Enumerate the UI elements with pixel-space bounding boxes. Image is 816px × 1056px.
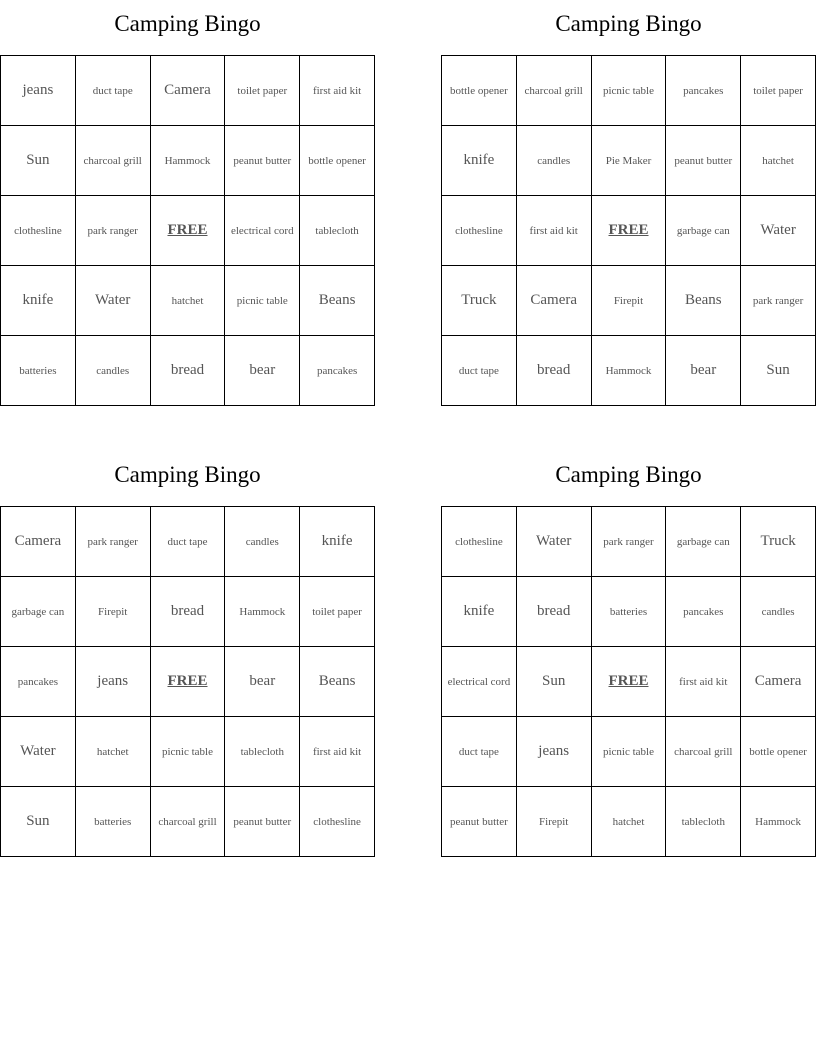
bingo-cell: candles bbox=[75, 336, 150, 406]
bingo-cell: hatchet bbox=[741, 126, 816, 196]
bingo-card-3 bbox=[0, 462, 375, 857]
bingo-cell: bread bbox=[150, 336, 225, 406]
bingo-cell: picnic table bbox=[225, 266, 300, 336]
bingo-card-4 bbox=[441, 462, 816, 857]
bingo-cell: picnic table bbox=[591, 56, 666, 126]
bingo-cell: peanut butter bbox=[666, 126, 741, 196]
bingo-cell: bottle opener bbox=[300, 126, 375, 196]
bingo-cell: duct tape bbox=[150, 507, 225, 577]
bingo-row bbox=[442, 717, 816, 787]
bingo-cell: Beans bbox=[300, 266, 375, 336]
bingo-cell: duct tape bbox=[442, 336, 517, 406]
bingo-cell: Hammock bbox=[150, 126, 225, 196]
bingo-cell: Hammock bbox=[741, 787, 816, 857]
bingo-cell: park ranger bbox=[75, 507, 150, 577]
bingo-cell: Beans bbox=[666, 266, 741, 336]
bingo-cell: tablecloth bbox=[666, 787, 741, 857]
bingo-cell: park ranger bbox=[75, 196, 150, 266]
bingo-cell: Sun bbox=[741, 336, 816, 406]
bingo-cell: toilet paper bbox=[741, 56, 816, 126]
bingo-cell: Firepit bbox=[516, 787, 591, 857]
bingo-row bbox=[442, 507, 816, 577]
bingo-cell: knife bbox=[442, 577, 517, 647]
bingo-cell: bottle opener bbox=[442, 56, 517, 126]
bingo-cell: pancakes bbox=[666, 577, 741, 647]
bingo-cell: charcoal grill bbox=[75, 126, 150, 196]
bingo-cell: duct tape bbox=[75, 56, 150, 126]
bingo-cell: hatchet bbox=[75, 717, 150, 787]
bingo-card-2 bbox=[441, 11, 816, 406]
bingo-cell: picnic table bbox=[150, 717, 225, 787]
bingo-cell: Sun bbox=[1, 126, 76, 196]
bingo-grid bbox=[441, 55, 816, 406]
bingo-cell: bear bbox=[225, 647, 300, 717]
bingo-cell: Truck bbox=[442, 266, 517, 336]
bingo-cell: bread bbox=[516, 336, 591, 406]
bingo-row bbox=[1, 266, 375, 336]
bingo-cell: Truck bbox=[741, 507, 816, 577]
bingo-cell: Camera bbox=[1, 507, 76, 577]
bingo-cell: peanut butter bbox=[225, 787, 300, 857]
bingo-cell: Camera bbox=[741, 647, 816, 717]
bingo-cell: bear bbox=[225, 336, 300, 406]
bingo-cell: Water bbox=[1, 717, 76, 787]
bingo-cell: pancakes bbox=[666, 56, 741, 126]
bingo-cell: electrical cord bbox=[225, 196, 300, 266]
bingo-cell: pancakes bbox=[1, 647, 76, 717]
bingo-cell: first aid kit bbox=[300, 717, 375, 787]
bingo-cell: hatchet bbox=[591, 787, 666, 857]
bingo-cell: garbage can bbox=[666, 196, 741, 266]
bingo-cell: charcoal grill bbox=[516, 56, 591, 126]
free-space: FREE bbox=[591, 647, 666, 717]
bingo-row bbox=[1, 126, 375, 196]
bingo-cell: Camera bbox=[516, 266, 591, 336]
bingo-cell: clothesline bbox=[442, 196, 517, 266]
bingo-row bbox=[1, 56, 375, 126]
bingo-cell: toilet paper bbox=[225, 56, 300, 126]
bingo-cell: clothesline bbox=[300, 787, 375, 857]
bingo-row bbox=[1, 787, 375, 857]
bingo-cell: Firepit bbox=[591, 266, 666, 336]
bingo-cell: electrical cord bbox=[442, 647, 517, 717]
bingo-cell: peanut butter bbox=[442, 787, 517, 857]
bingo-row bbox=[1, 577, 375, 647]
bingo-cell: first aid kit bbox=[666, 647, 741, 717]
bingo-cell: park ranger bbox=[741, 266, 816, 336]
bingo-cell: charcoal grill bbox=[666, 717, 741, 787]
bingo-cell: Beans bbox=[300, 647, 375, 717]
bingo-row bbox=[1, 647, 375, 717]
bingo-cell: knife bbox=[1, 266, 76, 336]
bingo-cell: charcoal grill bbox=[150, 787, 225, 857]
bingo-cell: bear bbox=[666, 336, 741, 406]
free-space: FREE bbox=[591, 196, 666, 266]
bingo-cell: pancakes bbox=[300, 336, 375, 406]
bingo-cell: batteries bbox=[75, 787, 150, 857]
bingo-cell: jeans bbox=[1, 56, 76, 126]
bingo-row bbox=[442, 336, 816, 406]
bingo-cell: first aid kit bbox=[300, 56, 375, 126]
bingo-cell: Firepit bbox=[75, 577, 150, 647]
bingo-cell: first aid kit bbox=[516, 196, 591, 266]
bingo-cell: Hammock bbox=[591, 336, 666, 406]
bingo-cell: Sun bbox=[516, 647, 591, 717]
bingo-cell: clothesline bbox=[442, 507, 517, 577]
bingo-grid bbox=[0, 506, 375, 857]
bingo-cell: candles bbox=[516, 126, 591, 196]
bingo-cell: garbage can bbox=[1, 577, 76, 647]
free-space: FREE bbox=[150, 647, 225, 717]
bingo-cell: tablecloth bbox=[300, 196, 375, 266]
bingo-grid bbox=[441, 506, 816, 857]
bingo-row bbox=[1, 336, 375, 406]
bingo-cell: bottle opener bbox=[741, 717, 816, 787]
bingo-cell: Sun bbox=[1, 787, 76, 857]
bingo-row bbox=[442, 126, 816, 196]
bingo-row bbox=[442, 647, 816, 717]
card-title: Camping Bingo bbox=[114, 11, 261, 36]
bingo-cell: park ranger bbox=[591, 507, 666, 577]
bingo-cell: bread bbox=[516, 577, 591, 647]
bingo-row bbox=[442, 266, 816, 336]
bingo-row bbox=[1, 507, 375, 577]
bingo-cell: toilet paper bbox=[300, 577, 375, 647]
bingo-cell: Pie Maker bbox=[591, 126, 666, 196]
bingo-cell: peanut butter bbox=[225, 126, 300, 196]
bingo-cell: clothesline bbox=[1, 196, 76, 266]
bingo-row bbox=[442, 196, 816, 266]
bingo-cell: candles bbox=[741, 577, 816, 647]
bingo-cell: bread bbox=[150, 577, 225, 647]
bingo-cell: knife bbox=[442, 126, 517, 196]
card-title: Camping Bingo bbox=[114, 462, 261, 487]
bingo-cell: Water bbox=[516, 507, 591, 577]
bingo-cell: jeans bbox=[75, 647, 150, 717]
bingo-cell: knife bbox=[300, 507, 375, 577]
card-title: Camping Bingo bbox=[555, 11, 702, 36]
bingo-cell: hatchet bbox=[150, 266, 225, 336]
bingo-row bbox=[442, 56, 816, 126]
bingo-cell: batteries bbox=[1, 336, 76, 406]
bingo-grid bbox=[0, 55, 375, 406]
bingo-cell: garbage can bbox=[666, 507, 741, 577]
bingo-row bbox=[442, 577, 816, 647]
bingo-row bbox=[1, 717, 375, 787]
bingo-cell: picnic table bbox=[591, 717, 666, 787]
bingo-row bbox=[1, 196, 375, 266]
bingo-cell: candles bbox=[225, 507, 300, 577]
bingo-cell: Camera bbox=[150, 56, 225, 126]
free-space: FREE bbox=[150, 196, 225, 266]
bingo-cell: Water bbox=[75, 266, 150, 336]
bingo-cell: jeans bbox=[516, 717, 591, 787]
bingo-cell: Water bbox=[741, 196, 816, 266]
card-title: Camping Bingo bbox=[555, 462, 702, 487]
bingo-row bbox=[442, 787, 816, 857]
bingo-cell: tablecloth bbox=[225, 717, 300, 787]
bingo-cell: batteries bbox=[591, 577, 666, 647]
bingo-card-1 bbox=[0, 11, 375, 406]
bingo-cell: duct tape bbox=[442, 717, 517, 787]
bingo-cell: Hammock bbox=[225, 577, 300, 647]
